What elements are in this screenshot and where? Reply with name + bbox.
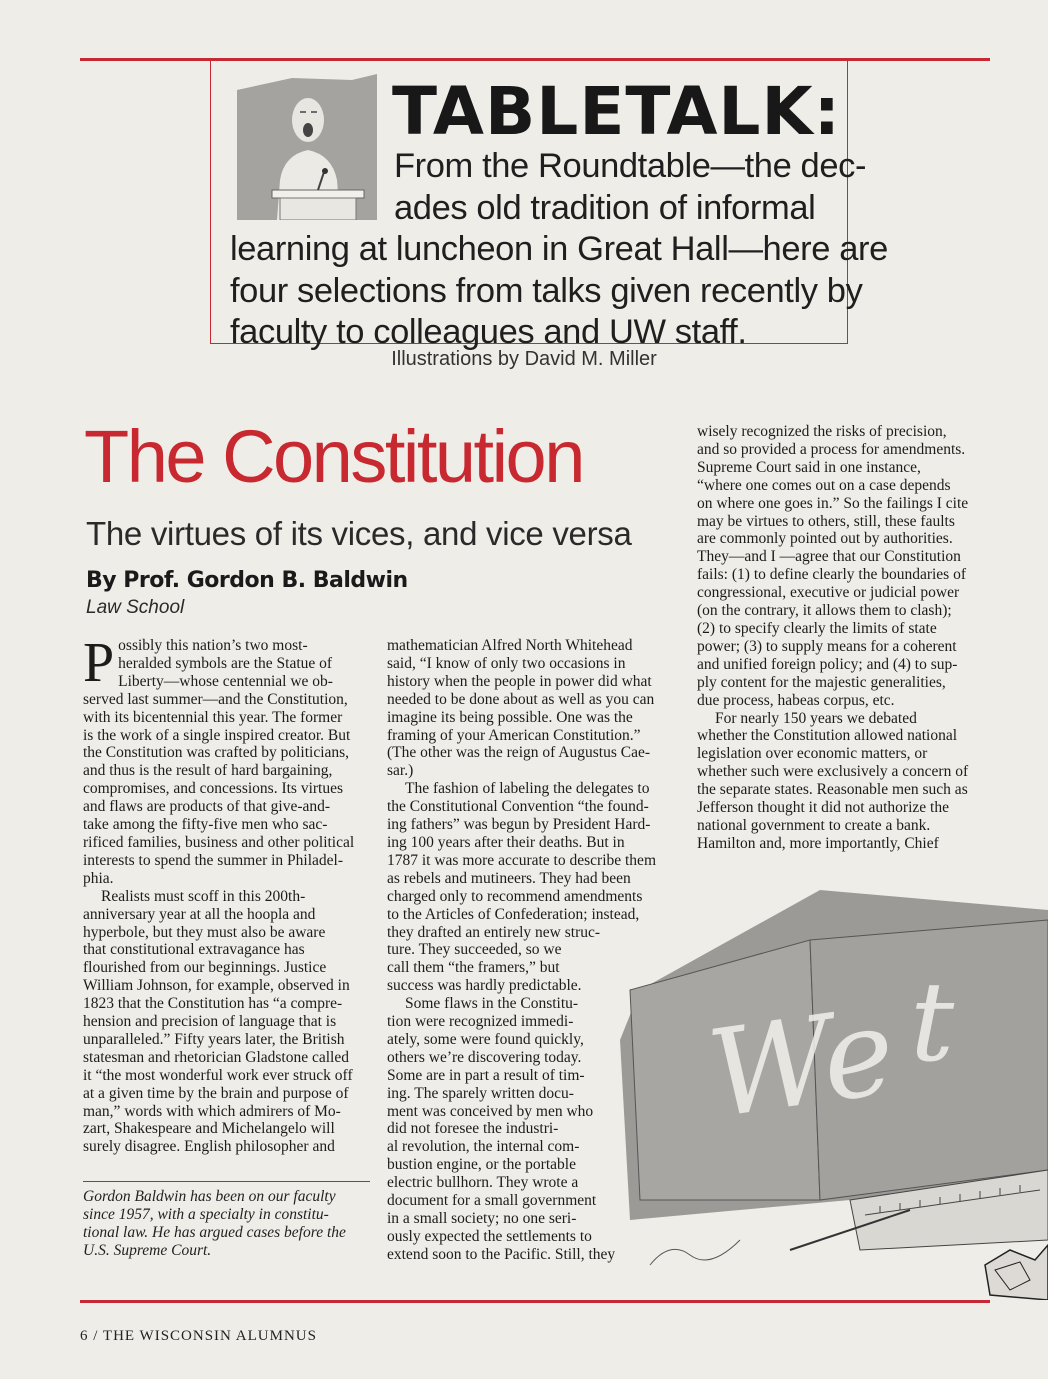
text-line: Jefferson thought it did not authorize the bbox=[697, 799, 949, 817]
text-line: ing. The sparely written docu- bbox=[387, 1084, 574, 1102]
text-line: served last summer—and the Constitution, bbox=[83, 690, 348, 708]
bio-divider bbox=[83, 1181, 370, 1182]
text-line: compromises, and concessions. Its virtues bbox=[83, 780, 344, 798]
text-line: ing 100 years after their deaths. But in bbox=[387, 833, 625, 851]
text-line: that constitutional extravagance has bbox=[83, 941, 305, 959]
illustration-credit: Illustrations by David M. Miller bbox=[391, 348, 657, 370]
text-line: The fashion of labeling the delegates to bbox=[405, 780, 650, 798]
text-line: since 1957, with a specialty in constitu- bbox=[83, 1205, 329, 1223]
text-line: rificed families, business and other political bbox=[83, 833, 355, 851]
text-line: in a small society; no one seri- bbox=[387, 1210, 577, 1227]
intro-line: ades old tradition of informal bbox=[394, 188, 816, 227]
tabletalk-intro bbox=[230, 146, 888, 354]
text-line: wisely recognized the risks of precision, bbox=[697, 423, 947, 440]
text-line: Supreme Court said in one instance, bbox=[697, 458, 921, 476]
text-line: statesman and rhetorician Gladstone called bbox=[83, 1048, 349, 1066]
text-line: man,” words with which admirers of Mo- bbox=[83, 1102, 341, 1120]
text-line: history when the people in power did what bbox=[387, 672, 652, 690]
text-line: hension and precision of language that is bbox=[83, 1013, 337, 1031]
text-line: said, “I know of only two occasions in bbox=[387, 654, 626, 672]
intro-line: four selections from talks given recently by bbox=[230, 271, 863, 310]
footer-separator: / bbox=[93, 1328, 99, 1344]
intro-line: faculty to colleagues and UW staff. bbox=[230, 313, 747, 351]
page-number: 6 bbox=[80, 1328, 89, 1344]
text-line: “where one comes out on a case depends bbox=[697, 476, 951, 494]
text-line: anniversary year at all the hoopla and bbox=[83, 905, 316, 923]
text-line: at a given time by the brain and purpose of bbox=[83, 1084, 349, 1102]
text-line: imagine its being possible. One was the bbox=[387, 708, 633, 726]
text-line: with its bicentennial this year. The former bbox=[83, 708, 343, 726]
text-line: They—and I —agree that our Constitution bbox=[697, 548, 961, 566]
text-line: to the Articles of Confederation; instead, bbox=[387, 905, 640, 923]
text-line: ossibly this nation’s two most- bbox=[118, 637, 308, 654]
text-line: the Constitutional Convention “the found- bbox=[387, 798, 649, 816]
article-column-1 bbox=[83, 632, 373, 1156]
we-the-people-document-illustration bbox=[610, 870, 1048, 1300]
text-line: charged only to recommend amendments bbox=[387, 887, 643, 905]
text-line: 1823 that the Constitution has “a compre- bbox=[83, 995, 343, 1013]
intro-line: From the Roundtable—the dec- bbox=[394, 147, 867, 185]
text-line: zart, Shakespeare and Michelangelo will bbox=[83, 1120, 335, 1138]
text-line: others we’re discovering today. bbox=[387, 1048, 582, 1066]
text-line: fails: (1) to define clearly the boundaries of bbox=[697, 566, 966, 584]
text-line: heralded symbols are the Statue of bbox=[118, 654, 333, 672]
text-line: document for a small government bbox=[387, 1192, 597, 1210]
text-line: is the work of a single inspired creator. But bbox=[83, 726, 351, 744]
text-line: and flaws are products of that give-and- bbox=[83, 798, 331, 816]
svg-text:t: t bbox=[910, 958, 955, 1086]
text-line: (2) to specify clearly the limits of state bbox=[697, 619, 937, 637]
tabletalk-title: TABLETALK: bbox=[392, 73, 841, 150]
text-line: did not foresee the industri- bbox=[387, 1120, 559, 1138]
article-subtitle: The virtues of its vices, and vice versa bbox=[86, 515, 632, 552]
text-line: phia. bbox=[83, 869, 114, 887]
text-line: ment was conceived by men who bbox=[387, 1102, 594, 1120]
text-line: are commonly pointed out by authorities. bbox=[697, 530, 953, 548]
intro-line: learning at luncheon in Great Hall—here are bbox=[230, 230, 888, 268]
paragraph bbox=[83, 632, 373, 888]
text-line: the separate states. Reasonable men such as bbox=[697, 781, 968, 799]
paragraph bbox=[697, 423, 997, 710]
text-line: it “the most wonderful work ever struck off bbox=[83, 1066, 353, 1084]
text-line: whether such were exclusively a concern of bbox=[697, 763, 969, 781]
paragraph bbox=[387, 637, 677, 780]
text-line: Liberty—whose centennial we ob- bbox=[118, 672, 333, 690]
text-line: Hamilton and, more importantly, Chief bbox=[697, 834, 939, 852]
text-line: they drafted an entirely new struc- bbox=[387, 923, 601, 941]
text-line: needed to be done about as well as you can bbox=[387, 690, 655, 708]
author-bio bbox=[83, 1188, 373, 1260]
text-line: and thus is the result of hard bargaining, bbox=[83, 762, 333, 780]
text-line: legislation over economic matters, or bbox=[697, 745, 928, 763]
text-line: power; (3) to supply means for a coherent bbox=[697, 637, 957, 655]
article-title: The Constitution bbox=[84, 415, 583, 498]
text-line: ously expected the settlements to bbox=[387, 1227, 592, 1245]
text-line: Gordon Baldwin has been on our faculty bbox=[83, 1188, 336, 1205]
paragraph bbox=[697, 710, 997, 853]
text-line: mathematician Alfred North Whitehead bbox=[387, 637, 633, 654]
text-line: take among the fifty-five men who sac- bbox=[83, 816, 328, 834]
text-line: al revolution, the internal com- bbox=[387, 1138, 580, 1156]
text-line: ply content for the majestic generalities, bbox=[697, 673, 946, 691]
text-line: (on the contrary, it allows them to clash); bbox=[697, 602, 952, 620]
text-line: For nearly 150 years we debated bbox=[715, 709, 917, 727]
svg-text:We: We bbox=[700, 981, 903, 1146]
text-line: framing of your American Constitution.” bbox=[387, 726, 641, 744]
text-line: tion were recognized immedi- bbox=[387, 1013, 574, 1031]
publication-name: THE WISCONSIN ALUMNUS bbox=[102, 1328, 317, 1344]
drop-cap: P bbox=[83, 632, 115, 694]
text-line: national government to create a bank. bbox=[697, 816, 931, 834]
text-line: sar.) bbox=[387, 762, 414, 780]
page-footer bbox=[80, 1328, 317, 1345]
text-line: hyperbole, but they must also be aware bbox=[83, 923, 326, 941]
text-line: William Johnson, for example, observed in bbox=[83, 977, 350, 995]
text-line: tional law. He has argued cases before the bbox=[83, 1223, 346, 1241]
text-line: due process, habeas corpus, etc. bbox=[697, 691, 895, 709]
text-line: flourished from our beginnings. Justice bbox=[83, 959, 327, 977]
text-line: the Constitution was crafted by politicians, bbox=[83, 744, 350, 762]
text-line: interests to spend the summer in Philadel- bbox=[83, 851, 344, 869]
text-line: U.S. Supreme Court. bbox=[83, 1241, 212, 1259]
text-line: ing fathers” was begun by President Hard- bbox=[387, 816, 651, 834]
author-affiliation: Law School bbox=[86, 597, 185, 618]
article-column-3 bbox=[697, 423, 997, 853]
text-line: as rebels and mutineers. They had been bbox=[387, 869, 631, 887]
text-line: may be virtues to others, still, these faults bbox=[697, 512, 955, 530]
text-line: success was hardly predictable. bbox=[387, 977, 582, 995]
text-line: unparalleled.” Fifty years later, the British bbox=[83, 1030, 345, 1048]
text-line: call them “the framers,” but bbox=[387, 959, 560, 977]
paragraph bbox=[83, 888, 373, 1157]
text-line: 1787 it was more accurate to describe them bbox=[387, 851, 656, 869]
text-line: whether the Constitution allowed national bbox=[697, 727, 958, 745]
text-line: congressional, executive or judicial power bbox=[697, 584, 960, 602]
text-line: ture. They succeeded, so we bbox=[387, 941, 562, 959]
text-line: bustion engine, or the portable bbox=[387, 1156, 576, 1174]
bottom-red-rule bbox=[80, 1300, 990, 1303]
text-line: (The other was the reign of Augustus Cae- bbox=[387, 744, 651, 762]
text-line: ately, some were found quickly, bbox=[387, 1030, 584, 1048]
text-line: electric bullhorn. They wrote a bbox=[387, 1174, 579, 1192]
text-line: and unified foreign policy; and (4) to sup- bbox=[697, 655, 958, 673]
author-byline: By Prof. Gordon B. Baldwin bbox=[86, 568, 408, 593]
text-line: surely disagree. English philosopher and bbox=[83, 1138, 335, 1156]
text-line: Some flaws in the Constitu- bbox=[405, 995, 579, 1013]
text-line: on where one goes in.” So the failings I cite bbox=[697, 494, 969, 512]
text-line: Some are in part a result of tim- bbox=[387, 1066, 585, 1084]
text-line: and so provided a process for amendments. bbox=[697, 440, 966, 458]
text-line: extend soon to the Pacific. Still, they bbox=[387, 1245, 616, 1263]
text-line: Realists must scoff in this 200th- bbox=[101, 887, 306, 905]
